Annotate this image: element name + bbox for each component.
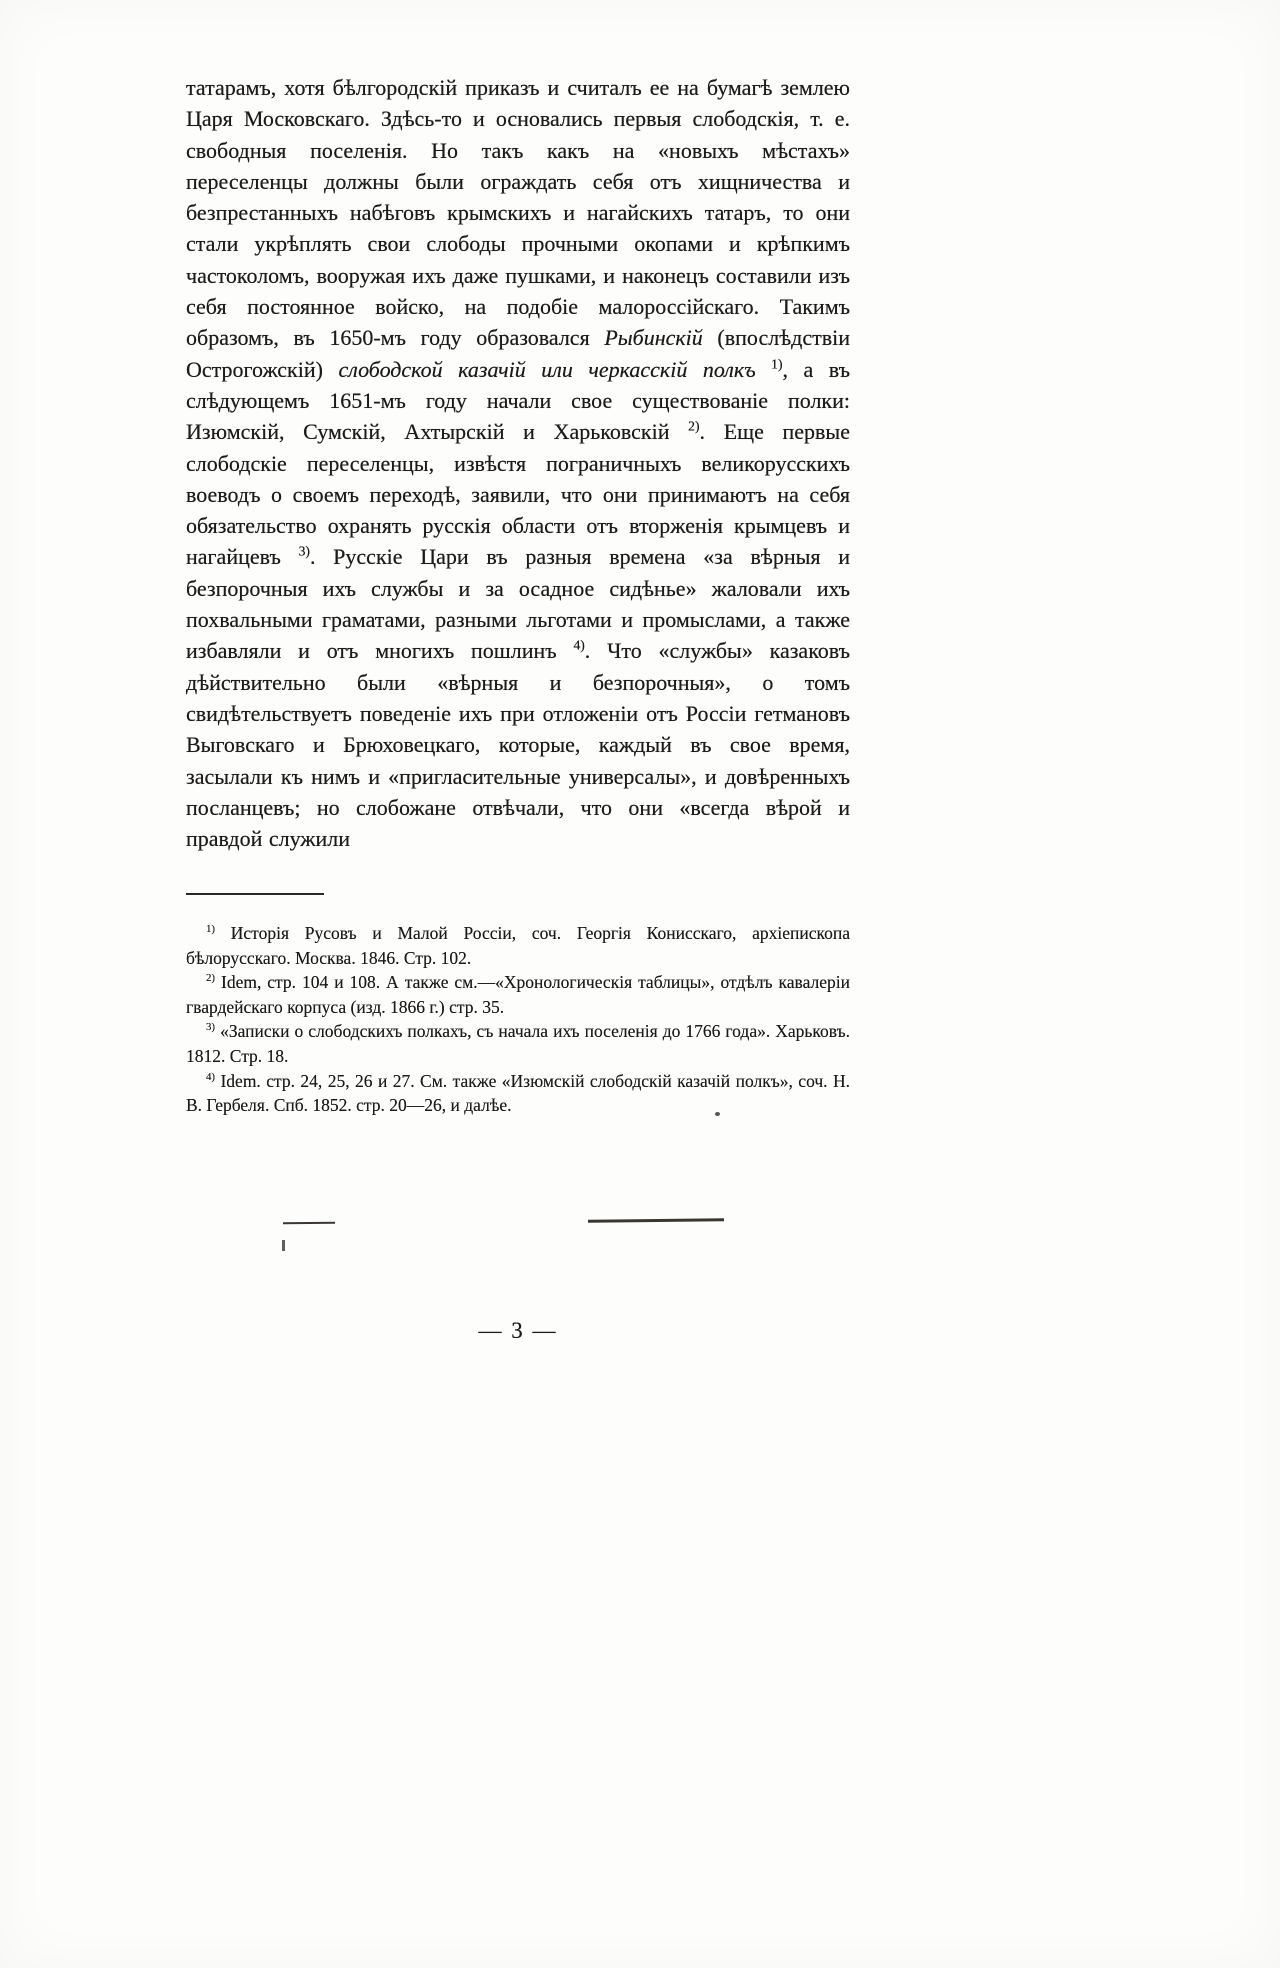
footnote (186, 921, 850, 970)
body-text-run: слободской казачій или черкасскій полкъ (338, 356, 756, 382)
body-text-run (756, 357, 772, 382)
footnote-marker: 1) (206, 923, 216, 936)
footnote-text: Idem, стр. 104 и 108. А также см.—«Хронологическія таблицы», отдѣлъ кавалеріи гвардейскаго корпуса (изд. 1866 г.) стр. 35. (186, 972, 850, 1017)
footnote-reference: 2) (688, 418, 700, 434)
footnote-marker: 4) (206, 1070, 216, 1083)
footnote-marker: 3) (206, 1021, 216, 1034)
body-text-run: . Что «службы» казаковъ дѣйствительно были «вѣрныя и безпорочныя», о томъ свидѣтельствуетъ поведеніе ихъ при отложеніи отъ Россіи гетмановъ Выговскаго и Брюховецкаго, которые, каждый въ свое время, засылали къ нимъ и «пригласительные универсалы», и довѣренныхъ посланцевъ; но слобожане отвѣчали, что они «всегда вѣрой и правдой служили (186, 638, 850, 852)
page-number: — 3 — (478, 1318, 558, 1343)
footnote-text: «Записки о слободскихъ полкахъ, съ начала ихъ поселенія до 1766 года». Харьковъ. 1812. Стр. 18. (186, 1021, 850, 1066)
body-text-run: , а въ слѣдующемъ 1651-мъ году начали свое существованіе полки: Изюмскій, Сумскій, Ахтырскій и Харьковскій (186, 356, 850, 445)
footnote-text: Исторія Русовъ и Малой Россіи, соч. Георгія Конисскаго, архіепископа бѣлорусскаго. Москва. 1846. Стр. 102. (186, 923, 850, 968)
body-text-run: (впослѣдствіи Острогожскій) (186, 325, 850, 382)
main-text-column (186, 72, 850, 854)
footnote-text: Idem. стр. 24, 25, 26 и 27. См. также «Изюмскій слободскій казачій полкъ», соч. Н. В. Гербеля. Спб. 1852. стр. 20—26, и далѣе. (186, 1070, 850, 1116)
body-text-run: Рыбинскій (604, 325, 703, 351)
body-text-run: татарамъ, хотя бѣлгородскій приказъ и считалъ ее на бумагѣ землею Царя Московскаго. Здѣсь-то и основались первыя слободскія, т. е. свободныя поселенія. Но такъ какъ на «новыхъ мѣстахъ» переселенцы должны были ограждать себя отъ хищничества и безпрестанныхъ набѣговъ крымскихъ и нагайскихъ татаръ, то они стали укрѣплять свои слободы прочными окопами и крѣпкимъ частоколомъ, вооружая ихъ даже пушками, и наконецъ составили изъ себя постоянное войско, на подобіе малороссійскаго. Такимъ образомъ, въ 1650-мъ году образовался (186, 75, 850, 351)
footnote (186, 970, 850, 1019)
footnote-marker: 2) (206, 972, 216, 985)
scan-artifact-dot (715, 1112, 720, 1116)
footnote-reference: 4) (573, 638, 585, 654)
footnote (186, 1019, 850, 1068)
footnote-reference: 3) (298, 544, 310, 560)
footnotes-block (186, 921, 850, 1118)
body-text-run: . Еще первые слободскіе переселенцы, извѣстя пограничныхъ великорусскихъ воеводъ о своемъ переходѣ, заявили, что они принимаютъ на себя обязательство охранять русскія области отъ вторженія крымцевъ и нагайцевъ (186, 419, 850, 570)
scan-artifact-line (588, 1218, 724, 1222)
footnote-reference: 1) (771, 356, 783, 372)
footnote-separator (186, 893, 324, 895)
footnote (186, 1069, 850, 1118)
body-text-run: . Русскіе Цари въ разныя времена «за вѣрныя и безпорочныя ихъ службы и за осадное сидѣнье» жаловали ихъ похвальными граматами, разными льготами и промыслами, а также избавляли и отъ многихъ пошлинъ (186, 544, 850, 664)
scan-artifact-line (283, 1222, 335, 1224)
body-paragraph (186, 72, 850, 854)
scan-artifact-tick (282, 1240, 285, 1251)
